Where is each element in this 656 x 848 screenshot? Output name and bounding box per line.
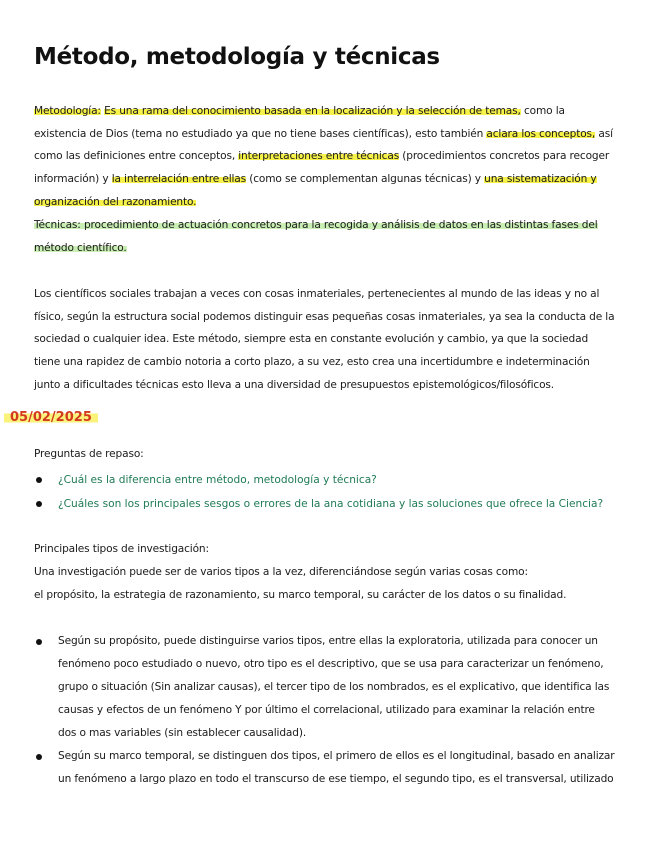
question-text: ¿Cuál es la diferencia entre método, metodología y técnica? xyxy=(58,474,377,486)
bullet-icon xyxy=(36,501,42,507)
list-item xyxy=(34,745,616,791)
list-item xyxy=(34,630,616,745)
list-item xyxy=(34,492,603,516)
tipo-text: Según su marco temporal, se distinguen dos tipos, el primero de ellos es el longitudinal, basado en analizar un fenómeno a largo plazo en todo el transcurso de ese tiempo, el segundo tipo, es el transversal, utilizado xyxy=(58,750,615,785)
metodologia-paragraph xyxy=(34,100,616,214)
body-text: así como las definiciones entre conceptos, xyxy=(34,127,613,163)
highlight-text: Es una rama del conocimiento basada en la localización y la selección de temas, xyxy=(104,105,521,117)
tipos-line-2: el propósito, la estrategia de razonamiento, su marco temporal, su carácter de los datos o su finalidad. xyxy=(34,589,567,601)
tipos-line-1: Una investigación puede ser de varios tipos a la vez, diferenciándose según varias cosas como: xyxy=(34,566,528,578)
highlight-text: la interrelación entre ellas xyxy=(111,173,247,186)
highlight-text: interpretaciones entre técnicas xyxy=(238,150,400,163)
body-text: (como se complementan algunas técnicas) y xyxy=(246,173,485,186)
question-text: ¿Cuáles son los principales sesgos o errores de la ana cotidiana y las soluciones que ofrece la Ciencia? xyxy=(58,498,604,510)
highlight-text: una sistematización y organización del razonamiento. xyxy=(34,173,597,208)
tipos-heading: Principales tipos de investigación: xyxy=(34,543,209,555)
cientificos-paragraph: Los científicos sociales trabajan a veces con cosas inmateriales, pertenecientes al mundo de las ideas y no al físico, según la estructura social podemos distinguir esas pequeñas cosas inmateriales, ya sea la conducta de la sociedad o cualquier idea. Este método, siempre esta en constante evolución y cambio, ya que la sociedad tiene una rapidez de cambio notoria a corto plazo, a su vez, esto crea una incertidumbre e indeterminación junto a dificultades técnicas esto lleva a una diversidad de presupuestos epistemológicos/filosóficos. xyxy=(34,288,615,391)
tipo-text: Según su propósito, puede distinguirse varios tipos, entre ellas la exploratoria, utilizada para conocer un fenómeno poco estudiado o nuevo, otro tipo es el descriptivo, que se usa para caracterizar un fenómeno, grupo o situación (Sin analizar causas), el tercer tipo de los nombrados, es el explicativo, que identifica las causas y efectos de un fenómeno Y por último el correlacional, utilizado para examinar la relación entre dos o mas variables (sin establecer causalidad). xyxy=(58,635,610,739)
preguntas-heading: Preguntas de repaso: xyxy=(34,448,144,460)
page-title: Método, metodología y técnicas xyxy=(34,44,440,70)
bullet-icon xyxy=(36,754,42,760)
bullet-icon xyxy=(36,639,42,645)
bullet-icon xyxy=(36,477,42,483)
tipos-list xyxy=(34,630,616,791)
preguntas-list xyxy=(34,468,603,516)
date-label: 05/02/2025 xyxy=(4,410,98,425)
tecnicas-paragraph xyxy=(34,214,616,259)
list-item xyxy=(34,468,603,492)
metodologia-label: Metodología: xyxy=(34,105,101,117)
body-text: como la existencia de Dios (tema no estudiado ya que no tiene bases científicas), esto también xyxy=(34,105,565,140)
body-text: (procedimientos concretos para recoger información) y xyxy=(34,150,610,186)
highlight-text: aclara los conceptos, xyxy=(486,127,596,140)
tecnicas-text: Técnicas: procedimiento de actuación concretos para la recogida y análisis de datos en las distintas fases del método científico. xyxy=(34,219,598,254)
